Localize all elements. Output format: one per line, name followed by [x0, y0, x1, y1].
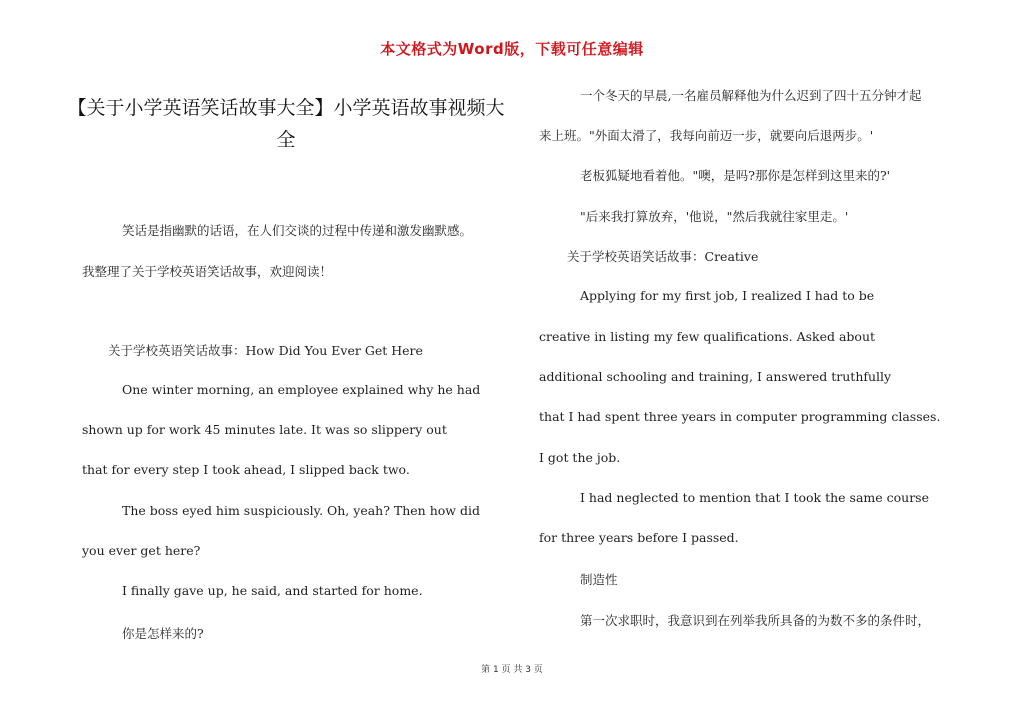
right-line-3: 老板狐疑地看着他。"噢，是吗?那你是怎样到这里来的?' [580, 168, 891, 183]
left-line-4: One winter morning, an employee explained why he had [122, 382, 481, 397]
left-section-heading: 关于学校英语笑话故事：How Did You Ever Get Here [108, 343, 423, 358]
left-line-6: that for every step I took ahead, I slipped back two. [82, 462, 410, 477]
right-section-heading: 关于学校英语笑话故事：Creative [567, 249, 759, 264]
left-line-10: 你是怎样来的? [122, 626, 204, 641]
right-line-14: 第一次求职时，我意识到在列举我所具备的为数不多的条件时， [580, 613, 931, 628]
right-line-11: I had neglected to mention that I took the same course [580, 490, 929, 505]
left-line-2: 我整理了关于学校英语笑话故事，欢迎阅读！ [82, 264, 333, 279]
left-line-1: 笑话是指幽默的话语，在人们交谈的过程中传递和激发幽默感。 [122, 223, 473, 238]
right-line-2: 来上班。"外面太滑了，我每向前迈一步，就要向后退两步。' [539, 128, 874, 143]
right-line-13: 制造性 [580, 572, 618, 587]
left-line-8: you ever get here? [82, 543, 201, 558]
right-line-7: creative in listing my few qualifications. Asked about [539, 329, 876, 344]
right-line-6: Applying for my first job, I realized I had to be [580, 288, 875, 303]
left-line-5: shown up for work 45 minutes late. It was so slippery out [82, 422, 447, 437]
left-line-9: I finally gave up, he said, and started for home. [122, 583, 423, 598]
title-line-2: 全 [276, 129, 296, 151]
right-line-8: additional schooling and training, I answered truthfully [539, 369, 892, 384]
right-line-4: "后来我打算放弃，'他说，"然后我就往家里走。' [580, 209, 849, 224]
article-title [62, 92, 510, 156]
right-line-10: I got the job. [539, 450, 621, 465]
word-format-banner: 本文格式为Word版，下载可任意编辑 [380, 40, 644, 58]
page-number-footer: 第 1 页 共 3 页 [481, 665, 543, 675]
right-line-9: that I had spent three years in computer programming classes. [539, 409, 941, 424]
left-line-7: The boss eyed him suspiciously. Oh, yeah? Then how did [122, 503, 480, 518]
right-line-1: 一个冬天的早晨,一名雇员解释他为什么迟到了四十五分钟才起 [580, 88, 922, 103]
title-line-1: 【关于小学英语笑话故事大全】小学英语故事视频大 [67, 97, 505, 119]
right-line-12: for three years before I passed. [539, 530, 739, 545]
